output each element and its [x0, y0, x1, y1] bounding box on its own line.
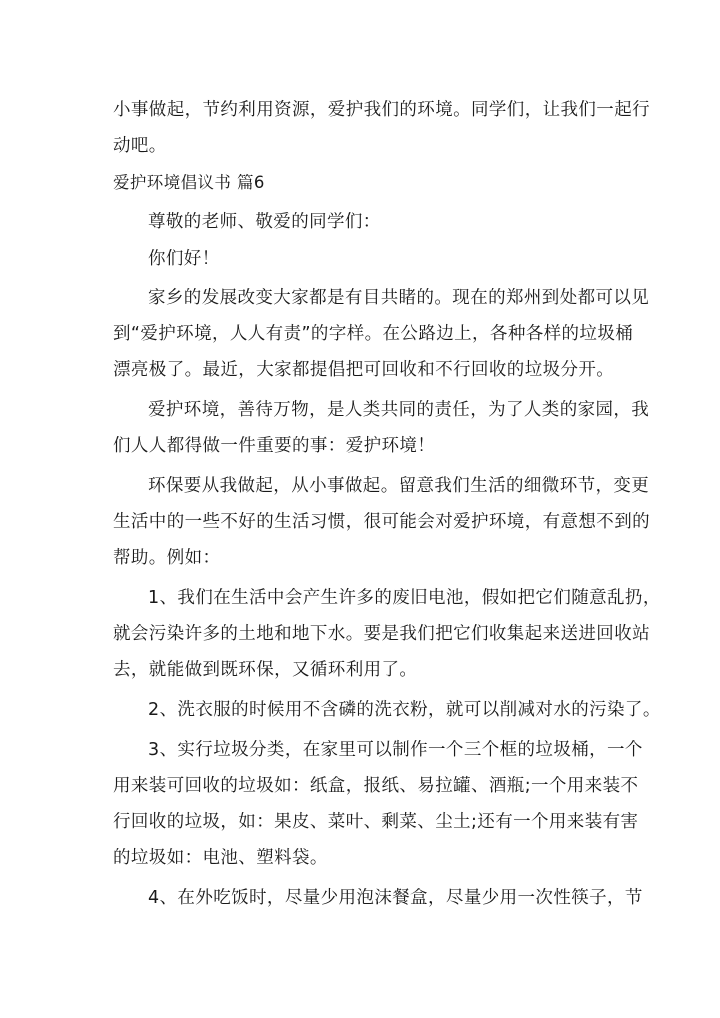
paragraph-line: 家乡的发展改变大家都是有目共睹的。现在的郑州到处都可以见 [148, 288, 650, 308]
paragraph-line: 小事做起，节约利用资源，爱护我们的环境。同学们，让我们一起行 [113, 100, 650, 120]
paragraph-line: 漂亮极了。最近，大家都提倡把可回收和不行回收的垃圾分开。 [113, 360, 615, 380]
list-item-line: 的垃圾如：电池、塑料袋。 [113, 848, 328, 868]
paragraph-line: 到“爱护环境，人人有责”的字样。在公路边上，各种各样的垃圾桶 [113, 324, 634, 344]
paragraph-line: 们人人都得做一件重要的事：爱护环境！ [113, 436, 436, 456]
salutation: 尊敬的老师、敬爱的同学们： [148, 212, 381, 232]
paragraph-line: 生活中的一些不好的生活习惯，很可能会对爱护环境，有意想不到的 [113, 512, 650, 532]
list-item-line: 2、洗衣服的时候用不含磷的洗衣粉，就可以削减对水的污染了。 [148, 700, 661, 720]
list-item-line: 4、在外吃饭时，尽量少用泡沫餐盒，尽量少用一次性筷子，节 [148, 888, 643, 908]
list-item-line: 1、我们在生活中会产生许多的废旧电池，假如把它们随意乱扔， [148, 588, 661, 608]
section-title: 爱护环境倡议书 篇6 [113, 173, 265, 192]
list-item-line: 就会污染许多的土地和地下水。要是我们把它们收集起来送进回收站 [113, 624, 650, 644]
list-item-line: 行回收的垃圾，如：果皮、菜叶、剩菜、尘土;还有一个用来装有害 [113, 812, 639, 832]
list-item-line: 3、实行垃圾分类，在家里可以制作一个三个框的垃圾桶，一个 [148, 740, 643, 760]
paragraph-line: 爱护环境，善待万物，是人类共同的责任，为了人类的家园，我 [148, 400, 650, 420]
list-item-line: 去，就能做到既环保，又循环利用了。 [113, 660, 418, 680]
list-item-line: 用来装可回收的垃圾如：纸盒，报纸、易拉罐、酒瓶;一个用来装不 [113, 776, 639, 796]
paragraph-line: 帮助。例如： [113, 548, 221, 568]
paragraph-line: 动吧。 [113, 136, 167, 156]
greeting: 你们好！ [148, 249, 220, 269]
paragraph-line: 环保要从我做起，从小事做起。留意我们生活的细微环节，变更 [148, 476, 650, 496]
